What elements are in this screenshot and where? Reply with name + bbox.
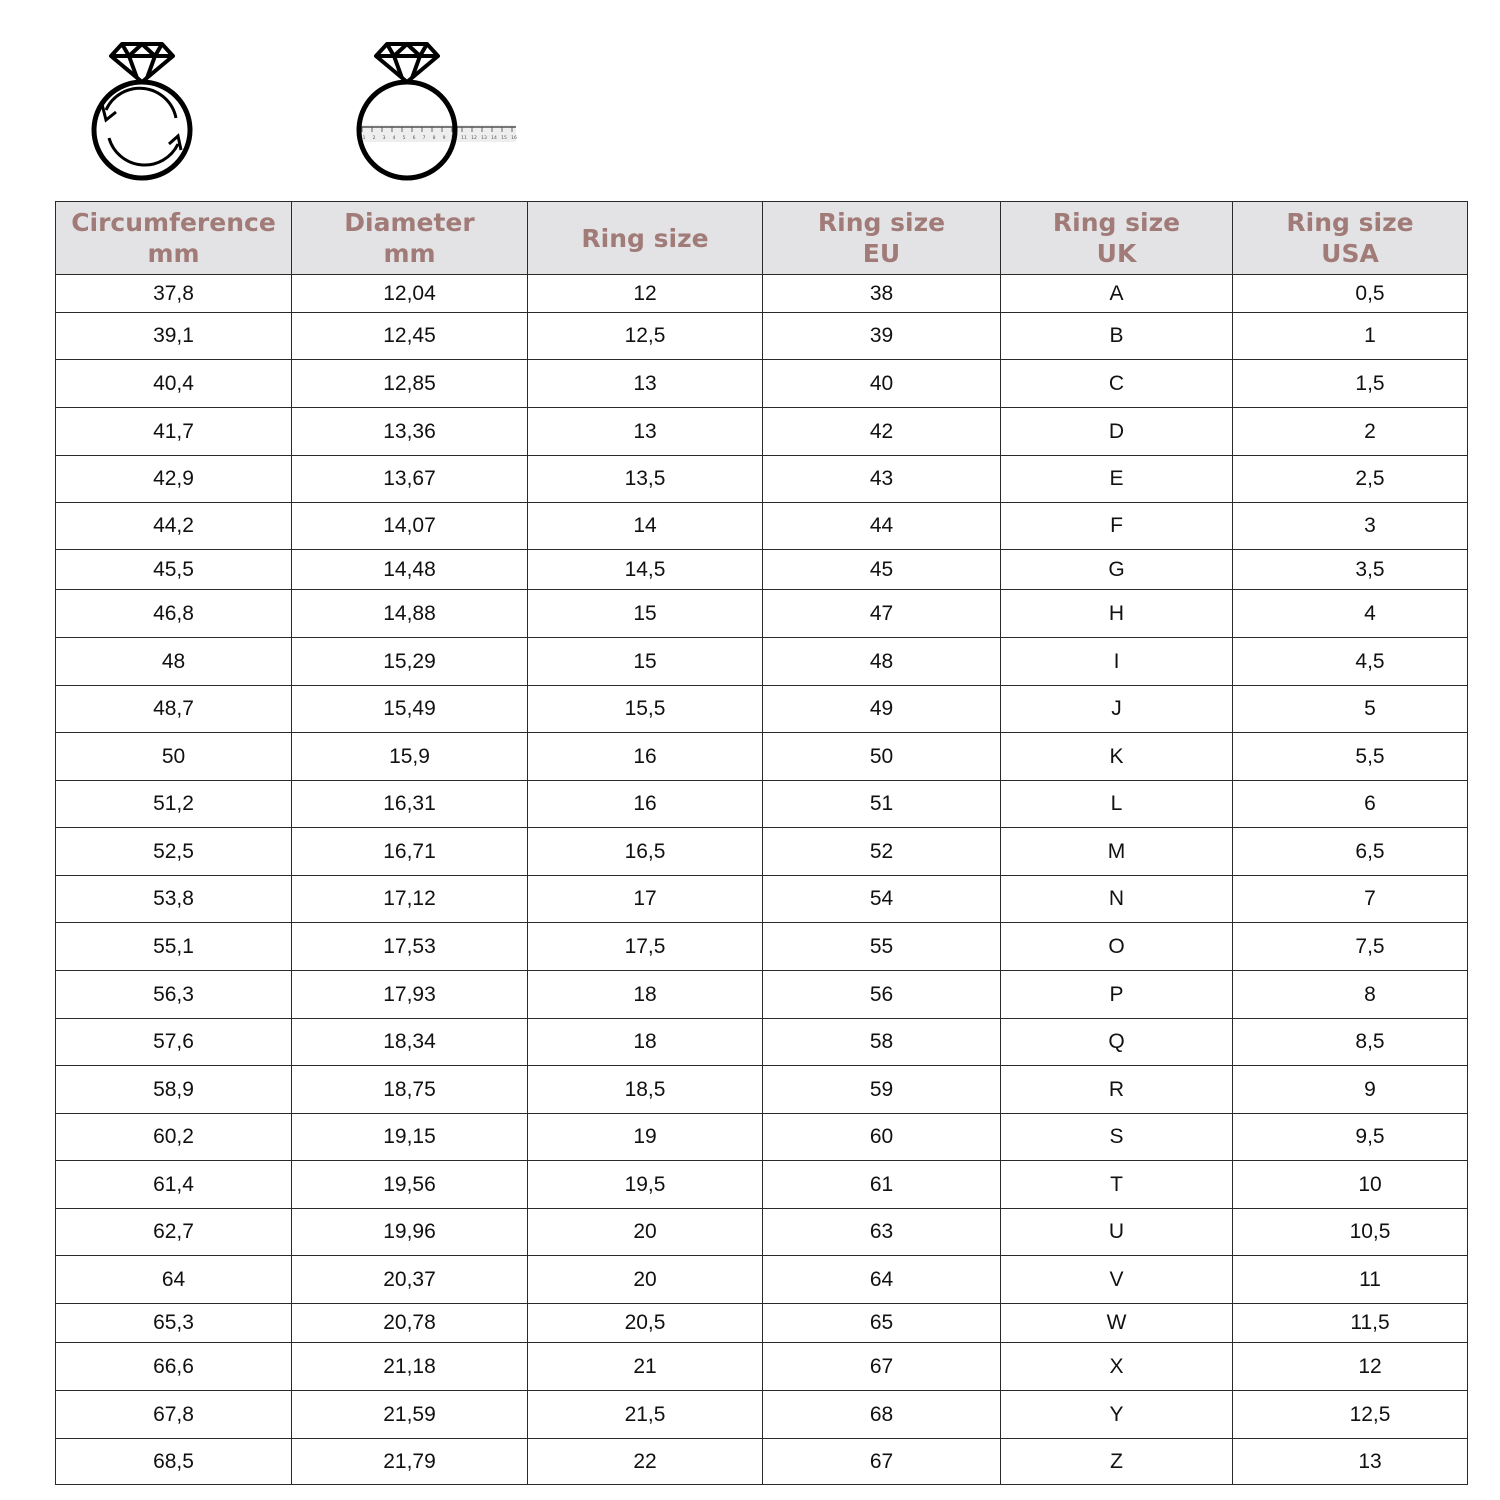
ring-size-usa-cell: 5,5 (1233, 733, 1468, 781)
ring-size-eu-cell: 63 (763, 1209, 1001, 1256)
table-row (56, 1343, 1468, 1391)
diameter-cell: 17,93 (292, 971, 528, 1019)
ring-size-cell: 18 (528, 971, 763, 1019)
ring-size-uk-cell: E (1001, 456, 1233, 503)
ring-size-uk-cell: Z (1001, 1439, 1233, 1485)
diameter-cell: 17,12 (292, 876, 528, 923)
ring-size-cell: 15 (528, 638, 763, 686)
table-row (56, 1304, 1468, 1343)
table-row (56, 1391, 1468, 1439)
diameter-cell: 14,88 (292, 590, 528, 638)
diameter-cell: 13,67 (292, 456, 528, 503)
circumference-cell: 62,7 (56, 1209, 292, 1256)
diameter-cell: 12,04 (292, 275, 528, 313)
circumference-cell: 48,7 (56, 686, 292, 733)
ring-size-eu-cell: 42 (763, 408, 1001, 456)
ring-size-eu-cell: 49 (763, 686, 1001, 733)
svg-text:1: 1 (362, 136, 366, 141)
circumference-cell: 48 (56, 638, 292, 686)
ring-size-usa-cell: 2 (1233, 408, 1468, 456)
ring-size-table (55, 201, 1468, 1485)
ring-size-cell: 18,5 (528, 1066, 763, 1114)
table-row (56, 313, 1468, 360)
table-row (56, 275, 1468, 313)
table-row (56, 456, 1468, 503)
circumference-cell: 44,2 (56, 503, 292, 550)
ring-size-uk-cell: J (1001, 686, 1233, 733)
header-diameter: Diameter mm (292, 202, 528, 275)
diameter-cell: 15,9 (292, 733, 528, 781)
ring-size-cell: 19 (528, 1114, 763, 1161)
ring-size-cell: 13 (528, 408, 763, 456)
circumference-cell: 52,5 (56, 828, 292, 876)
ring-size-usa-cell: 2,5 (1233, 456, 1468, 503)
table-row (56, 1209, 1468, 1256)
svg-text:12: 12 (471, 136, 477, 141)
table-row (56, 360, 1468, 408)
ring-size-cell: 20 (528, 1209, 763, 1256)
circumference-cell: 68,5 (56, 1439, 292, 1485)
ring-size-cell: 21,5 (528, 1391, 763, 1439)
diameter-cell: 14,07 (292, 503, 528, 550)
ring-size-eu-cell: 64 (763, 1256, 1001, 1304)
ring-size-uk-cell: X (1001, 1343, 1233, 1391)
circumference-cell: 61,4 (56, 1161, 292, 1209)
table-row (56, 1114, 1468, 1161)
ring-size-eu-cell: 67 (763, 1343, 1001, 1391)
ring-size-uk-cell: S (1001, 1114, 1233, 1161)
ring-size-uk-cell: P (1001, 971, 1233, 1019)
ring-size-usa-cell: 4 (1233, 590, 1468, 638)
ring-size-eu-cell: 39 (763, 313, 1001, 360)
ring-size-cell: 17 (528, 876, 763, 923)
ring-size-eu-cell: 47 (763, 590, 1001, 638)
ring-size-eu-cell: 61 (763, 1161, 1001, 1209)
diameter-cell: 12,45 (292, 313, 528, 360)
ring-size-cell: 18 (528, 1019, 763, 1066)
ring-size-eu-cell: 54 (763, 876, 1001, 923)
header-ring-size-uk: Ring size UK (1001, 202, 1233, 275)
ring-size-usa-cell: 8,5 (1233, 1019, 1468, 1066)
header-ring-size-usa: Ring size USA (1233, 202, 1468, 275)
ring-size-eu-cell: 51 (763, 781, 1001, 828)
ring-diameter-icon (350, 38, 525, 183)
ring-size-cell: 16,5 (528, 828, 763, 876)
ring-size-cell: 14 (528, 503, 763, 550)
svg-text:4: 4 (392, 136, 396, 141)
svg-text:6: 6 (412, 136, 416, 141)
diameter-cell: 15,29 (292, 638, 528, 686)
ring-size-usa-cell: 1,5 (1233, 360, 1468, 408)
diameter-cell: 19,96 (292, 1209, 528, 1256)
ring-size-cell: 22 (528, 1439, 763, 1485)
ring-size-usa-cell: 10 (1233, 1161, 1468, 1209)
circumference-cell: 40,4 (56, 360, 292, 408)
ring-size-usa-cell: 4,5 (1233, 638, 1468, 686)
ring-size-eu-cell: 58 (763, 1019, 1001, 1066)
ring-size-usa-cell: 12,5 (1233, 1391, 1468, 1439)
ring-size-cell: 15,5 (528, 686, 763, 733)
ring-size-usa-cell: 5 (1233, 686, 1468, 733)
svg-text:8: 8 (432, 136, 436, 141)
table-row (56, 408, 1468, 456)
ring-size-eu-cell: 68 (763, 1391, 1001, 1439)
ring-size-usa-cell: 6 (1233, 781, 1468, 828)
diameter-cell: 15,49 (292, 686, 528, 733)
ring-size-eu-cell: 50 (763, 733, 1001, 781)
circumference-cell: 50 (56, 733, 292, 781)
table-row (56, 1066, 1468, 1114)
diameter-cell: 14,48 (292, 550, 528, 590)
table-row (56, 828, 1468, 876)
svg-text:10: 10 (451, 136, 457, 141)
diameter-cell: 19,15 (292, 1114, 528, 1161)
circumference-cell: 45,5 (56, 550, 292, 590)
diameter-cell: 21,79 (292, 1439, 528, 1485)
header-ring-size: Ring size (528, 202, 763, 275)
ring-size-uk-cell: R (1001, 1066, 1233, 1114)
circumference-cell: 67,8 (56, 1391, 292, 1439)
circumference-cell: 53,8 (56, 876, 292, 923)
circumference-cell: 56,3 (56, 971, 292, 1019)
ring-circumference-icon (85, 38, 200, 183)
ring-size-eu-cell: 60 (763, 1114, 1001, 1161)
ring-size-cell: 21 (528, 1343, 763, 1391)
ring-size-uk-cell: I (1001, 638, 1233, 686)
ring-size-usa-cell: 9 (1233, 1066, 1468, 1114)
diameter-cell: 18,34 (292, 1019, 528, 1066)
ring-size-uk-cell: D (1001, 408, 1233, 456)
diameter-cell: 16,31 (292, 781, 528, 828)
ring-size-eu-cell: 52 (763, 828, 1001, 876)
ring-size-uk-cell: C (1001, 360, 1233, 408)
diameter-cell: 20,37 (292, 1256, 528, 1304)
diameter-cell: 20,78 (292, 1304, 528, 1343)
ring-size-usa-cell: 10,5 (1233, 1209, 1468, 1256)
ring-size-cell: 14,5 (528, 550, 763, 590)
table-row (56, 876, 1468, 923)
ring-size-cell: 12 (528, 275, 763, 313)
svg-text:2: 2 (372, 136, 376, 141)
table-row (56, 781, 1468, 828)
ring-size-usa-cell: 6,5 (1233, 828, 1468, 876)
diameter-cell: 19,56 (292, 1161, 528, 1209)
ring-size-eu-cell: 43 (763, 456, 1001, 503)
ring-size-eu-cell: 44 (763, 503, 1001, 550)
ring-size-uk-cell: U (1001, 1209, 1233, 1256)
ring-size-uk-cell: W (1001, 1304, 1233, 1343)
diameter-cell: 18,75 (292, 1066, 528, 1114)
ring-size-usa-cell: 7,5 (1233, 923, 1468, 971)
ring-size-usa-cell: 1 (1233, 313, 1468, 360)
diameter-cell: 21,18 (292, 1343, 528, 1391)
ring-size-cell: 15 (528, 590, 763, 638)
ring-size-uk-cell: H (1001, 590, 1233, 638)
ring-size-uk-cell: F (1001, 503, 1233, 550)
ring-size-uk-cell: G (1001, 550, 1233, 590)
ring-size-uk-cell: B (1001, 313, 1233, 360)
ring-size-eu-cell: 48 (763, 638, 1001, 686)
ring-size-usa-cell: 12 (1233, 1343, 1468, 1391)
diameter-cell: 21,59 (292, 1391, 528, 1439)
circumference-cell: 39,1 (56, 313, 292, 360)
ring-size-cell: 12,5 (528, 313, 763, 360)
ring-size-uk-cell: T (1001, 1161, 1233, 1209)
circumference-cell: 65,3 (56, 1304, 292, 1343)
table-row (56, 1256, 1468, 1304)
circumference-cell: 60,2 (56, 1114, 292, 1161)
ring-size-cell: 20 (528, 1256, 763, 1304)
circumference-cell: 51,2 (56, 781, 292, 828)
ring-size-uk-cell: Q (1001, 1019, 1233, 1066)
circumference-cell: 37,8 (56, 275, 292, 313)
circumference-cell: 58,9 (56, 1066, 292, 1114)
table-row (56, 638, 1468, 686)
table-row (56, 503, 1468, 550)
svg-text:9: 9 (442, 136, 446, 141)
circumference-cell: 64 (56, 1256, 292, 1304)
circumference-cell: 55,1 (56, 923, 292, 971)
ring-size-eu-cell: 65 (763, 1304, 1001, 1343)
svg-text:3: 3 (382, 136, 386, 141)
table-row (56, 1439, 1468, 1485)
ring-size-eu-cell: 59 (763, 1066, 1001, 1114)
svg-text:11: 11 (461, 136, 467, 141)
circumference-cell: 57,6 (56, 1019, 292, 1066)
ring-size-usa-cell: 7 (1233, 876, 1468, 923)
circumference-cell: 41,7 (56, 408, 292, 456)
diameter-cell: 13,36 (292, 408, 528, 456)
ring-size-uk-cell: Y (1001, 1391, 1233, 1439)
ring-size-eu-cell: 38 (763, 275, 1001, 313)
ring-size-eu-cell: 67 (763, 1439, 1001, 1485)
svg-text:15: 15 (501, 136, 507, 141)
ring-size-cell: 20,5 (528, 1304, 763, 1343)
svg-text:5: 5 (402, 136, 406, 141)
ring-size-uk-cell: M (1001, 828, 1233, 876)
header-circumference: Circumference mm (56, 202, 292, 275)
svg-text:13: 13 (481, 136, 487, 141)
diameter-cell: 17,53 (292, 923, 528, 971)
ring-size-usa-cell: 9,5 (1233, 1114, 1468, 1161)
table-header-row (56, 202, 1468, 275)
ring-size-usa-cell: 11 (1233, 1256, 1468, 1304)
ring-size-uk-cell: O (1001, 923, 1233, 971)
header-ring-size-eu: Ring size EU (763, 202, 1001, 275)
table-row (56, 733, 1468, 781)
circumference-cell: 66,6 (56, 1343, 292, 1391)
ring-size-usa-cell: 13 (1233, 1439, 1468, 1485)
ring-size-eu-cell: 45 (763, 550, 1001, 590)
ring-size-uk-cell: L (1001, 781, 1233, 828)
ring-size-usa-cell: 3,5 (1233, 550, 1468, 590)
ring-size-eu-cell: 40 (763, 360, 1001, 408)
ring-size-cell: 19,5 (528, 1161, 763, 1209)
table-row (56, 923, 1468, 971)
circumference-cell: 42,9 (56, 456, 292, 503)
table-row (56, 550, 1468, 590)
table-row (56, 590, 1468, 638)
svg-text:16: 16 (511, 136, 517, 141)
ring-size-eu-cell: 55 (763, 923, 1001, 971)
ring-size-uk-cell: N (1001, 876, 1233, 923)
table-row (56, 971, 1468, 1019)
ring-size-uk-cell: K (1001, 733, 1233, 781)
diameter-cell: 16,71 (292, 828, 528, 876)
ring-size-cell: 13,5 (528, 456, 763, 503)
diameter-cell: 12,85 (292, 360, 528, 408)
table-row (56, 686, 1468, 733)
table-row (56, 1161, 1468, 1209)
ring-size-eu-cell: 56 (763, 971, 1001, 1019)
circumference-cell: 46,8 (56, 590, 292, 638)
svg-text:7: 7 (422, 136, 426, 141)
ring-size-cell: 13 (528, 360, 763, 408)
table-row (56, 1019, 1468, 1066)
svg-text:14: 14 (491, 136, 497, 141)
ring-size-uk-cell: V (1001, 1256, 1233, 1304)
ring-size-cell: 17,5 (528, 923, 763, 971)
ring-size-usa-cell: 3 (1233, 503, 1468, 550)
ring-size-cell: 16 (528, 781, 763, 828)
ring-size-usa-cell: 0,5 (1233, 275, 1468, 313)
ring-size-uk-cell: A (1001, 275, 1233, 313)
ring-size-cell: 16 (528, 733, 763, 781)
ring-size-usa-cell: 11,5 (1233, 1304, 1468, 1343)
ring-size-usa-cell: 8 (1233, 971, 1468, 1019)
